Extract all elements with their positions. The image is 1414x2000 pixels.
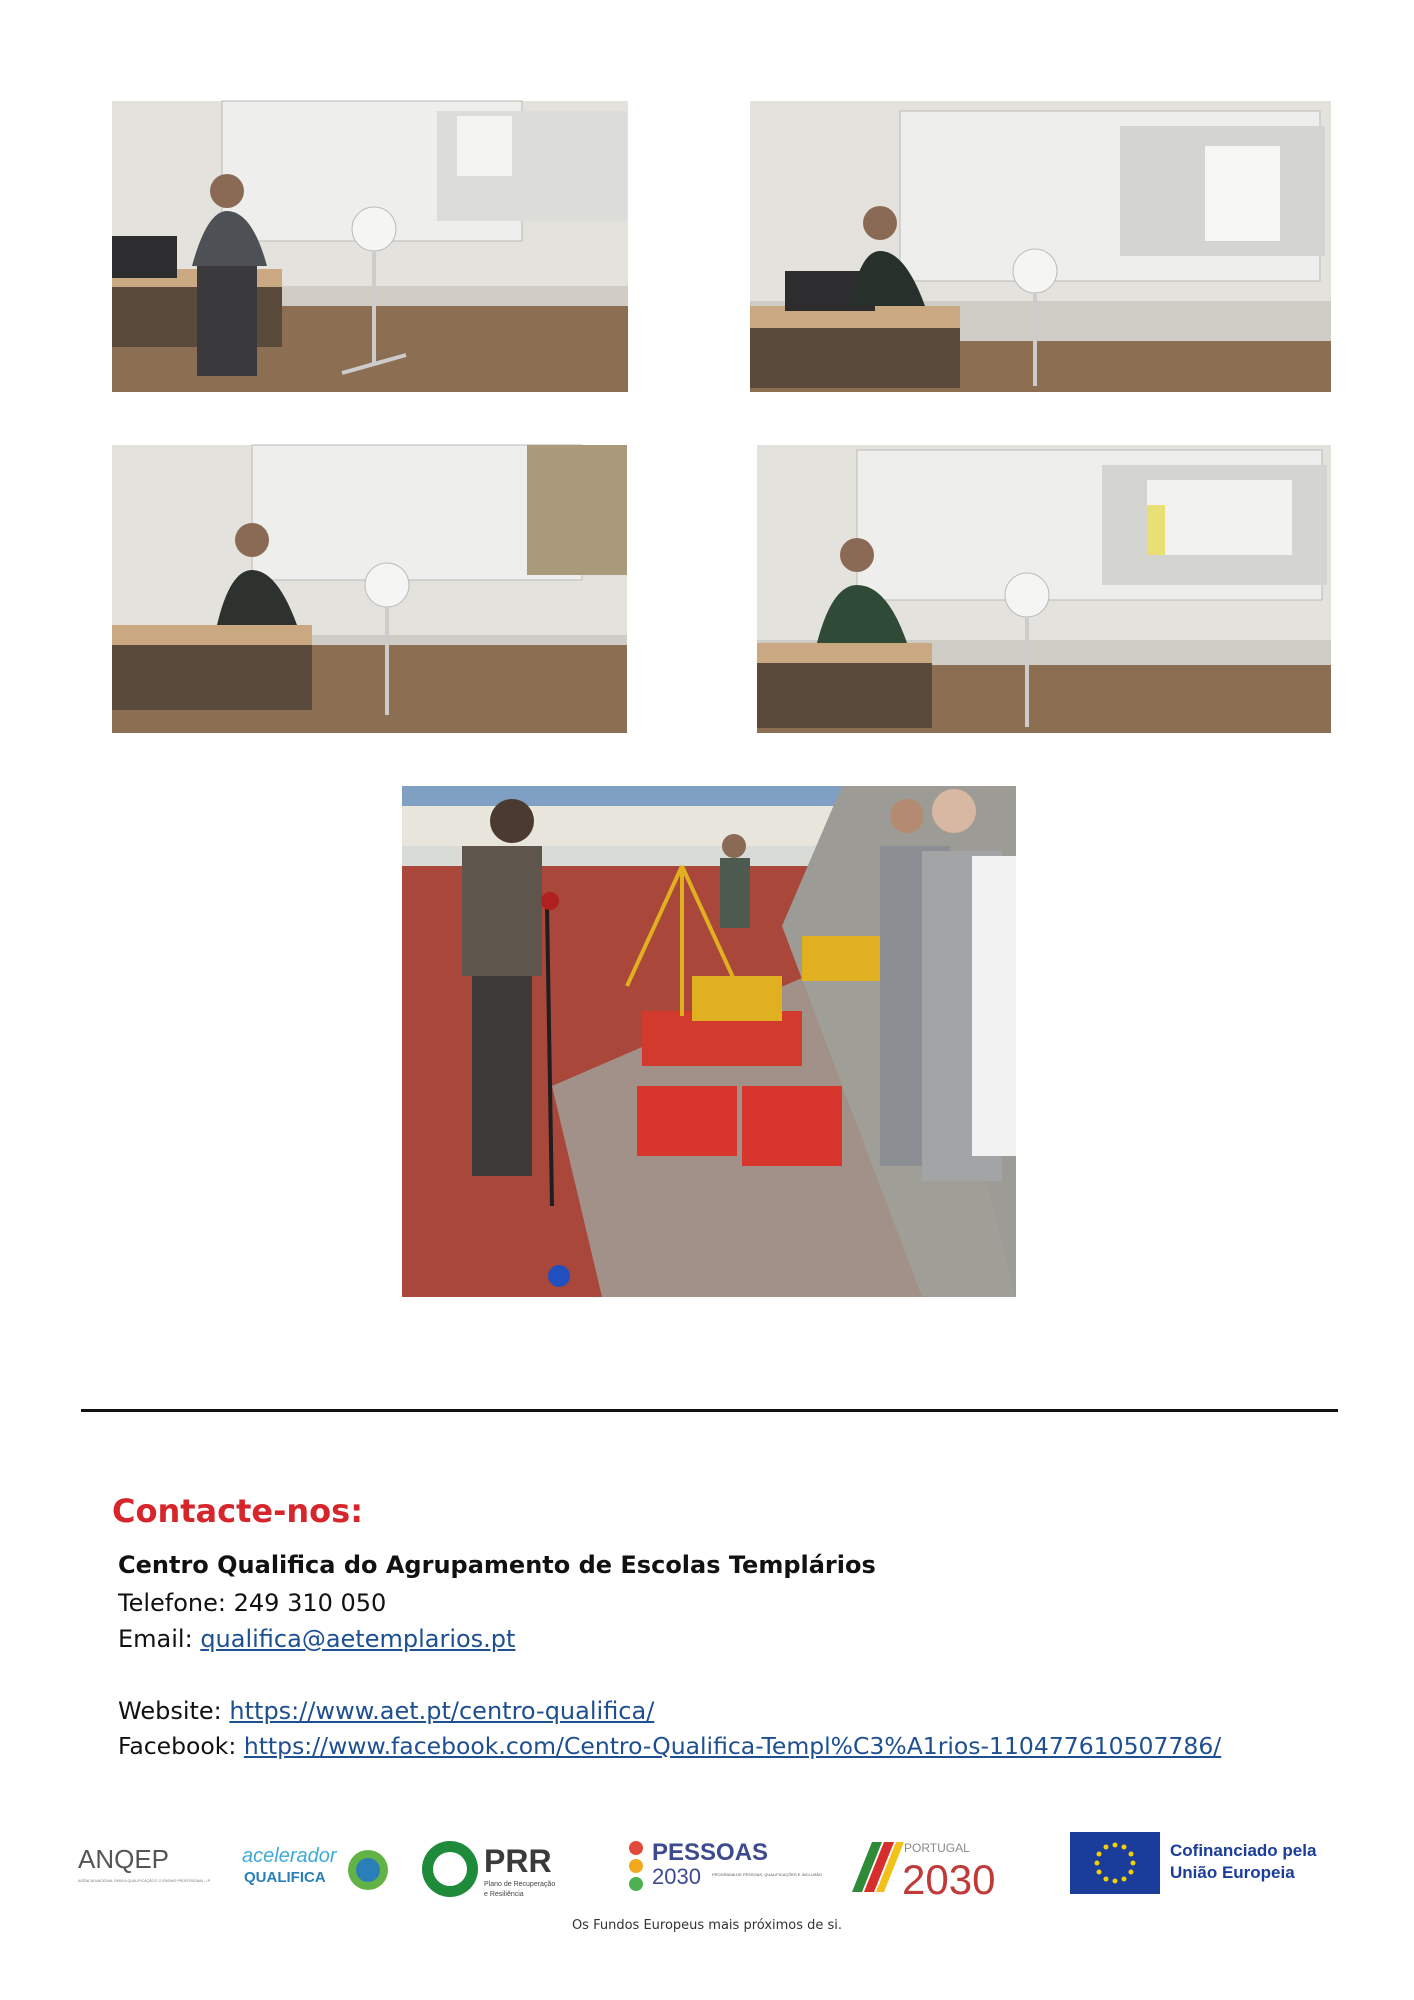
website-label: Website:	[118, 1697, 222, 1725]
pessoas-logo-year: 2030	[652, 1864, 701, 1889]
prr-logo-subtext-2: e Resiliência	[484, 1891, 524, 1898]
phone-number: 249 310 050	[233, 1589, 387, 1617]
eu-cofinancing-logo	[1070, 1832, 1350, 1896]
outdoor-survey-photo	[402, 786, 1016, 1297]
pessoas-logo-text: PESSOAS	[652, 1839, 769, 1866]
email-link[interactable]: qualifica@aetemplarios.pt	[200, 1625, 516, 1653]
organization-name: Centro Qualifica do Agrupamento de Escolas Templários	[118, 1551, 876, 1579]
phone-line	[118, 1589, 386, 1617]
facebook-link[interactable]: https://www.facebook.com/Centro-Qualifica-Templ%C3%A1rios-110477610507786/	[243, 1732, 1222, 1760]
portugal-logo-text: PORTUGAL	[904, 1841, 970, 1855]
classroom-photo-1	[112, 101, 628, 392]
acelerador-qualifica-logo	[240, 1838, 392, 1900]
pessoas-2030-logo	[622, 1834, 823, 1898]
eu-logo-text-1: Cofinanciado pela	[1170, 1841, 1317, 1860]
email-label: Email:	[118, 1625, 193, 1653]
pessoas-logo-subtext: PROGRAMA DE PESSOAS, QUALIFICAÇÕES E INCLUSÃO	[712, 1872, 823, 1877]
prr-logo-text: PRR	[484, 1843, 552, 1879]
website-link[interactable]: https://www.aet.pt/centro-qualifica/	[229, 1697, 655, 1725]
footer-tagline: Os Fundos Europeus mais próximos de si.	[571, 1918, 843, 1933]
facebook-label: Facebook:	[118, 1732, 237, 1760]
qualifica-logo-text: QUALIFICA	[244, 1869, 326, 1886]
portugal-logo-year: 2030	[902, 1856, 996, 1903]
section-divider	[81, 1409, 1338, 1412]
classroom-photo-3	[112, 445, 627, 733]
facebook-line	[118, 1732, 1221, 1760]
anqep-logo	[78, 1838, 224, 1898]
website-line	[118, 1697, 654, 1725]
prr-logo	[420, 1836, 585, 1902]
portugal-2030-logo	[852, 1832, 1020, 1902]
classroom-photo-2	[750, 101, 1331, 392]
eu-logo-text-2: União Europeia	[1170, 1863, 1295, 1882]
anqep-logo-subtext: AGÊNCIA NACIONAL PARA A QUALIFICAÇÃO E O ENSINO PROFISSIONAL, I.P.	[78, 1879, 211, 1883]
anqep-logo-text: ANQEP	[78, 1844, 170, 1874]
phone-label: Telefone:	[118, 1589, 226, 1617]
classroom-photo-4	[757, 445, 1331, 733]
prr-logo-subtext-1: Plano de Recuperação	[484, 1881, 556, 1888]
contact-heading: Contacte-nos:	[112, 1492, 363, 1530]
email-line	[118, 1625, 515, 1653]
acelerador-logo-text: acelerador	[242, 1845, 337, 1867]
